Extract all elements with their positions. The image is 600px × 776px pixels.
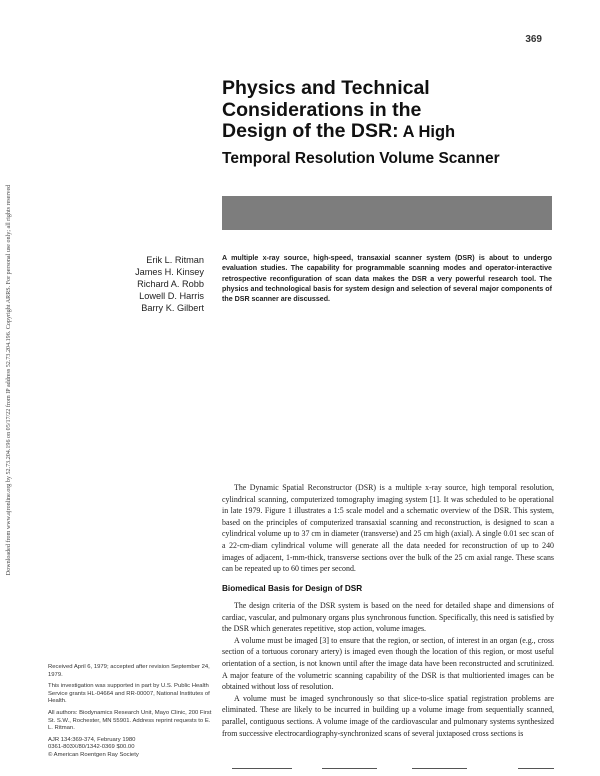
title-line-3-sub: A High bbox=[398, 123, 456, 141]
title-line-3: Design of the DSR: bbox=[222, 120, 399, 142]
section-body bbox=[222, 600, 554, 739]
body-paragraph: A volume must be imaged [3] to ensure that the region, or section, of interest in an organ (e.g., cross section of a tortuous coronary artery) is imaged even though the location of this region, or most useful orientation of a section, is not known until after the image data have been reconstructed and scrutinized. A major feature of the volumetric scanning capability of the DSR is that multioriented images can be obtained without loss of resolution. bbox=[222, 635, 554, 692]
footnote-affiliation: All authors: Biodynamics Research Unit, Mayo Clinic, 200 First St. S.W., Rochester, MN 55901. Address reprint requests to E. L. Ritman. bbox=[48, 709, 212, 732]
citation-line: AJR 134:369-374, February 1980 bbox=[48, 736, 136, 743]
title-line-1: Physics and Technical bbox=[222, 77, 430, 99]
author: Richard A. Robb bbox=[137, 279, 204, 289]
bottom-rule bbox=[412, 768, 467, 769]
footnote-received: Received April 6, 1979; accepted after revision September 24, 1979. bbox=[48, 664, 210, 678]
title-line-2: Considerations in the bbox=[222, 98, 422, 121]
page-number: 369 bbox=[525, 34, 542, 45]
download-notice-text: Downloaded from www.ajronline.org by 52.73.204.196 on 05/17/22 from IP address 52.73.204.196. Copyright ARRS. For personal use only; all rights reserved bbox=[6, 184, 12, 576]
author: James H. Kinsey bbox=[135, 267, 204, 277]
bottom-rule bbox=[322, 768, 377, 769]
citation-line: 0361-803X/80/1342-0369 $00.00 bbox=[48, 744, 135, 751]
body-paragraph: The design criteria of the DSR system is based on the need for detailed shape and dimensions of cardiac, vascular, and pulmonary organs plus synchronous function. Specifically, this need is satisfied by the DSR which generates repetitive, stop action, volume images. bbox=[222, 601, 554, 634]
body-paragraph: A volume must be imaged synchronously so that slice-to-slice spatial registration problems are eliminated. These are likely to be incurred in building up a volume image from sequentially scanned, parallel, contiguous sections. A volume image of the cardiovascular and pulmonary systems synthesized from successive electrocardiography-synchronized scans of several juxtaposed cross sections is bbox=[222, 693, 554, 738]
title-banner-bar bbox=[222, 196, 552, 230]
author: Barry K. Gilbert bbox=[141, 303, 204, 313]
bottom-rule bbox=[518, 768, 554, 769]
download-notice bbox=[2, 150, 16, 610]
abstract: A multiple x-ray source, high-speed, transaxial scanner system (DSR) is about to undergo evaluation studies. The capability for programmable scanning modes and operator-interactive retrospective reconfiguration of scan data makes the DSR a very powerful research tool. The physics and technological basis for system design and selection of several major components of the DSR scanner are discussed. bbox=[222, 254, 552, 304]
author-list bbox=[135, 254, 204, 314]
citation-line: © American Roentgen Ray Society bbox=[48, 751, 139, 758]
article-subtitle: Temporal Resolution Volume Scanner bbox=[222, 150, 500, 167]
footnotes bbox=[48, 664, 212, 760]
section-heading: Biomedical Basis for Design of DSR bbox=[222, 584, 363, 593]
intro-paragraph: The Dynamic Spatial Reconstructor (DSR) is a multiple x-ray source, high temporal resolution, cylindrical scanning, computerized tomography imaging system [1]. It was scheduled to be operational in late 1979. Figure 1 illustrates a 1:5 scale model and a schematic overview of the DSR. This system, based on the principles of computerized transaxial scanning and reconstruction, is designed to scan a cylindrical volume up to 37 cm in diameter (transverse) and 25 cm high (axial). A single 0.01 sec scan of a 22-cm-diam cylindrical volume will generate all the data needed for reconstruction of up to 240 images of adjacent, 1-mm-thick, transverse sections over the bulk of the 25 cm axial range. These scans can be repeated up to 60 times per second. bbox=[222, 483, 554, 574]
footnote-support: This investigation was supported in part by U.S. Public Health Service grants HL-04664 and RR-00007, National Institutes of Health. bbox=[48, 683, 210, 705]
article-title bbox=[222, 78, 562, 144]
author: Lowell D. Harris bbox=[139, 291, 204, 301]
author: Erik L. Ritman bbox=[146, 255, 204, 265]
bottom-rule bbox=[232, 768, 292, 769]
introduction bbox=[222, 482, 554, 575]
